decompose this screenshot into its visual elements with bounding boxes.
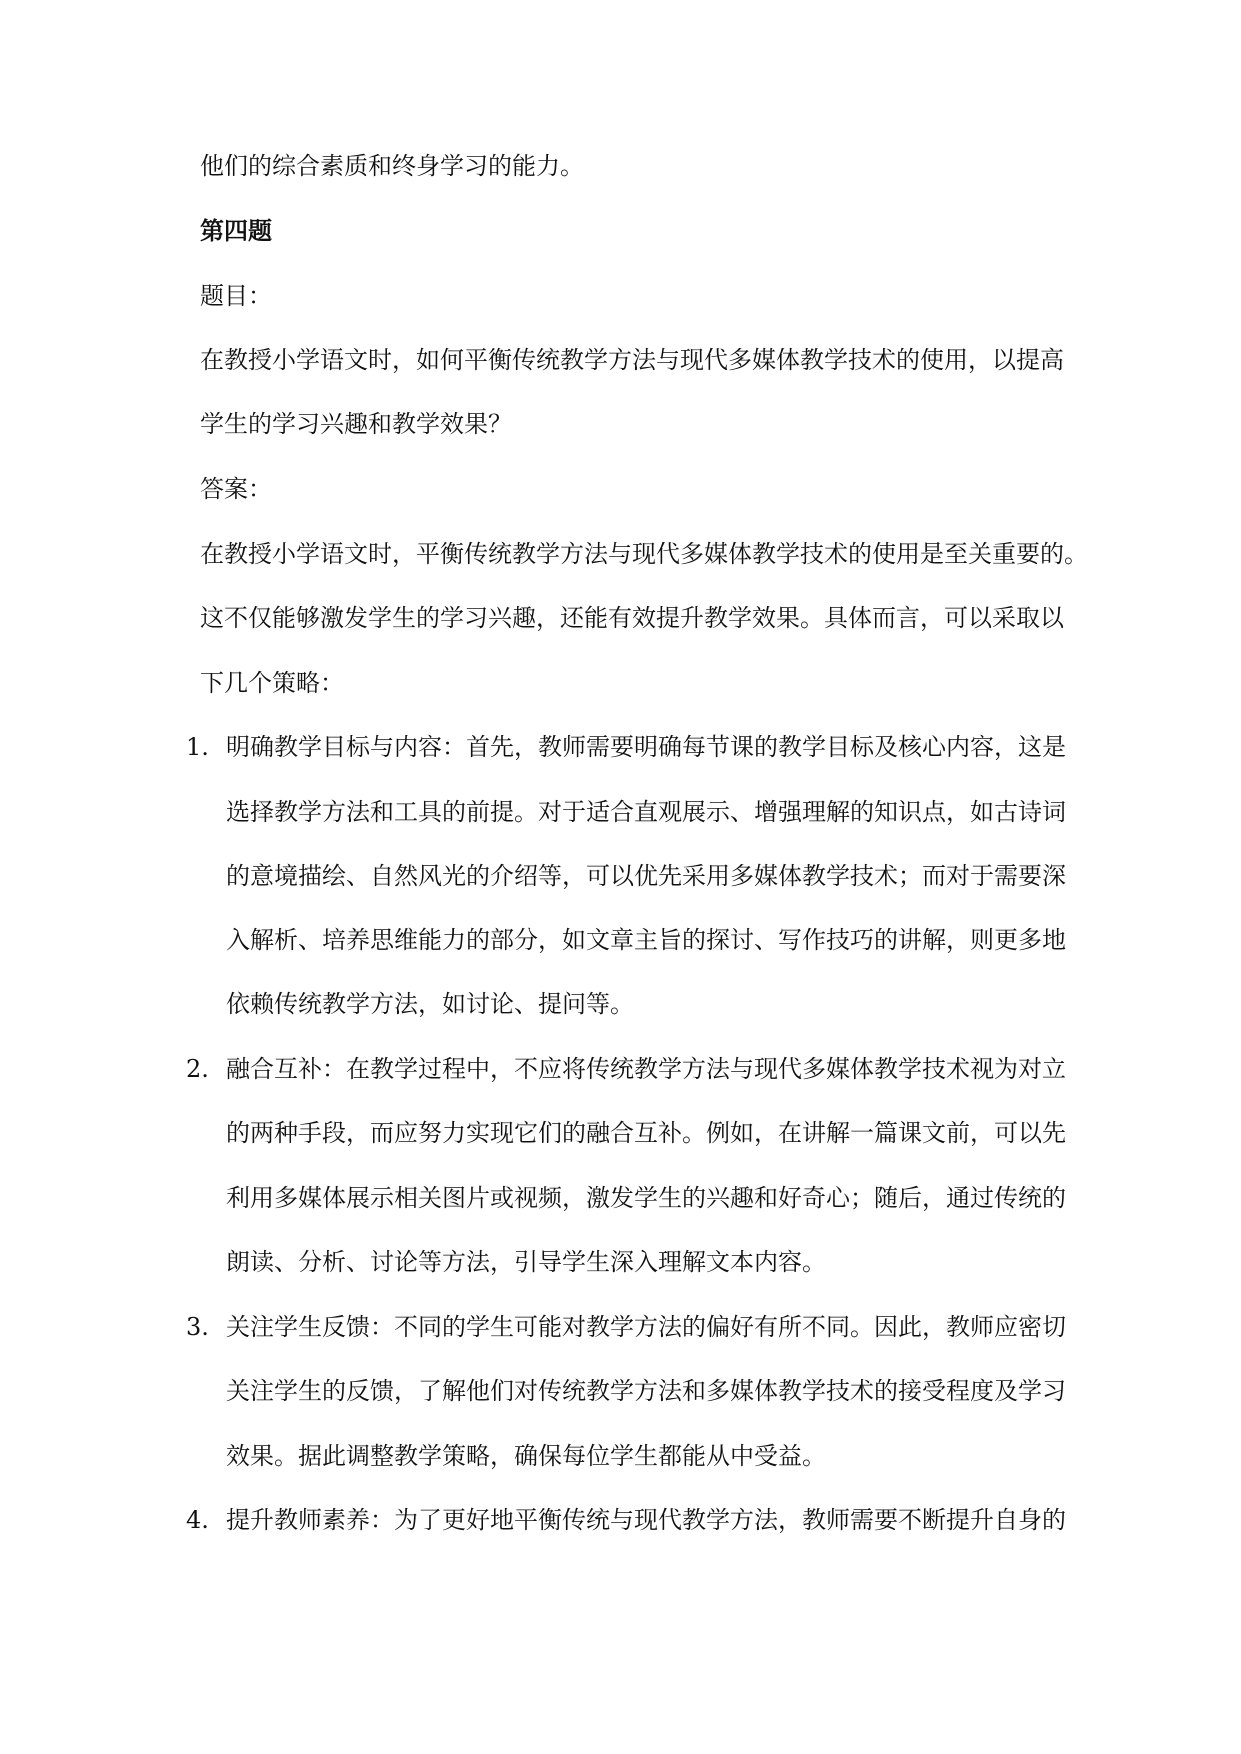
list-line: 朗读、分析、讨论等方法，引导学生深入理解文本内容。 xyxy=(226,1248,826,1276)
question-label: 题目： xyxy=(200,282,272,310)
question-line: 学生的学习兴趣和教学效果？ xyxy=(200,410,512,438)
answer-line: 下几个策略： xyxy=(200,669,344,697)
list-line: 提升教师素养：为了更好地平衡传统与现代教学方法，教师需要不断提升自身的 xyxy=(226,1506,1066,1534)
list-line: 依赖传统教学方法，如讨论、提问等。 xyxy=(226,990,634,1018)
answer-line: 在教授小学语文时，平衡传统教学方法与现代多媒体教学技术的使用是至关重要的。 xyxy=(200,540,1088,568)
list-line: 关注学生的反馈，了解他们对传统教学方法和多媒体教学技术的接受程度及学习 xyxy=(226,1377,1066,1405)
list-number: 4. xyxy=(186,1506,209,1534)
list-line: 的意境描绘、自然风光的介绍等，可以优先采用多媒体教学技术；而对于需要深 xyxy=(226,862,1066,890)
list-line: 关注学生反馈：不同的学生可能对教学方法的偏好有所不同。因此，教师应密切 xyxy=(226,1313,1066,1341)
list-number: 1. xyxy=(186,733,209,761)
list-line: 融合互补：在教学过程中，不应将传统教学方法与现代多媒体教学技术视为对立 xyxy=(226,1055,1066,1083)
list-line: 的两种手段，而应努力实现它们的融合互补。例如，在讲解一篇课文前，可以先 xyxy=(226,1119,1066,1147)
intro-line: 他们的综合素质和终身学习的能力。 xyxy=(200,152,584,180)
answer-label: 答案： xyxy=(200,475,272,503)
section-heading: 第四题 xyxy=(200,216,272,245)
list-number: 3. xyxy=(186,1313,209,1341)
question-line: 在教授小学语文时，如何平衡传统教学方法与现代多媒体教学技术的使用，以提高 xyxy=(200,346,1064,374)
list-line: 选择教学方法和工具的前提。对于适合直观展示、增强理解的知识点，如古诗词 xyxy=(226,798,1066,826)
list-line: 利用多媒体展示相关图片或视频，激发学生的兴趣和好奇心；随后，通过传统的 xyxy=(226,1184,1066,1212)
list-number: 2. xyxy=(186,1055,209,1083)
list-line: 效果。据此调整教学策略，确保每位学生都能从中受益。 xyxy=(226,1442,826,1470)
answer-line: 这不仅能够激发学生的学习兴趣，还能有效提升教学效果。具体而言，可以采取以 xyxy=(200,604,1064,632)
list-line: 入解析、培养思维能力的部分，如文章主旨的探讨、写作技巧的讲解，则更多地 xyxy=(226,926,1066,954)
list-line: 明确教学目标与内容：首先，教师需要明确每节课的教学目标及核心内容，这是 xyxy=(226,733,1066,761)
